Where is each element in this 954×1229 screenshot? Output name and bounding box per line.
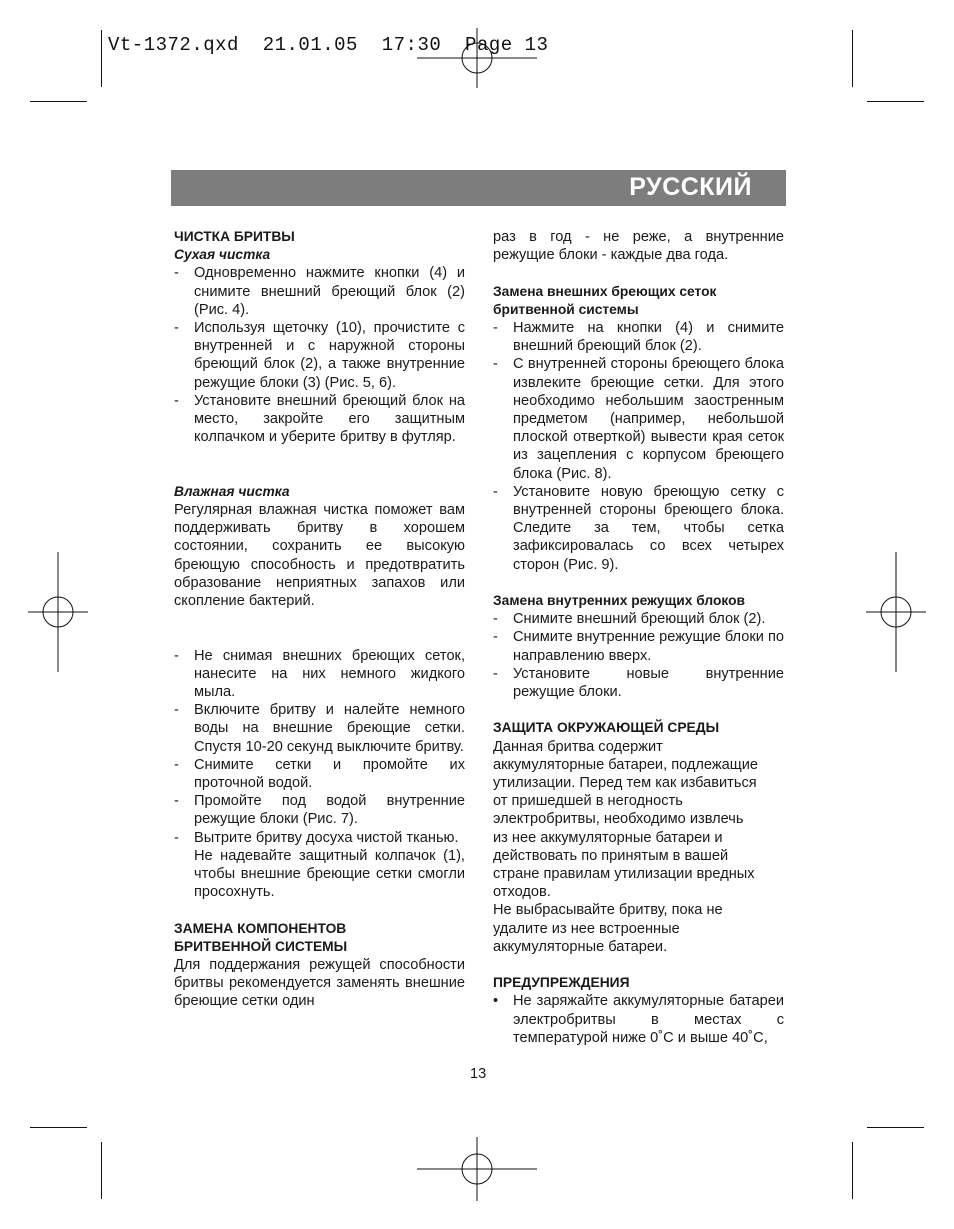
list-item: - Снимите внешний бреющий блок (2). xyxy=(493,611,766,628)
crop-mark xyxy=(852,1142,853,1199)
subsection-heading: Влажная чистка xyxy=(174,483,290,499)
paragraph: Регулярная влажная чистка поможет вам поддерживать бритву в хорошем состоянии, сохранить ее высокую бреющую способность и предотвратить образование неприятных запахов или скопление бактерий. xyxy=(174,502,465,610)
language-banner xyxy=(171,170,786,206)
list-item: - Нажмите на кнопки (4) и снимите внешний бреющий блок (2). xyxy=(493,320,784,355)
list-item: - С внутренней стороны бреющего блока извлеките бреющие сетки. Для этого необходимо небольшим заостренным предметом (например, небольшой плоской отверткой) вывести края сеток из зацепления с корпусом бреющего блока (Рис. 8). xyxy=(493,356,784,482)
subsection-heading: Замена внешних бреющих сеток xyxy=(493,283,717,299)
crop-mark xyxy=(30,101,87,102)
list-item: • Не заряжайте аккумуляторные батареи электробритвы в местах с температурой ниже 0˚С и выше 40˚С, xyxy=(493,993,784,1046)
list-item: - Установите новые внутренние режущие блоки. xyxy=(493,665,784,701)
text-line: аккумуляторные батареи, подлежащие xyxy=(493,756,759,773)
crop-mark xyxy=(852,30,853,87)
right-column xyxy=(493,228,784,1047)
section-heading: ЧИСТКА БРИТВЫ xyxy=(174,229,295,244)
left-column xyxy=(174,228,465,1011)
text-line: из нее аккумуляторные батареи и xyxy=(493,829,723,846)
registration-mark-icon xyxy=(417,28,537,88)
text-line: от пришедшей в негодность xyxy=(493,793,683,810)
list-item: - Промойте под водой внутренние режущие блоки (Рис. 7). xyxy=(174,793,465,828)
page-number: 13 xyxy=(470,1066,487,1082)
list-item: - Снимите внутренние режущие блоки по направлению вверх. xyxy=(493,629,784,664)
text-line: действовать по принятым в вашей xyxy=(493,847,729,864)
list-item: - Снимите сетки и промойте их проточной водой. xyxy=(174,756,465,792)
crop-mark xyxy=(867,1127,924,1128)
crop-mark xyxy=(867,101,924,102)
section-heading: ЗАЩИТА ОКРУЖАЮЩЕЙ СРЕДЫ xyxy=(493,720,720,736)
text-line: утилизации. Перед тем как избавиться xyxy=(493,775,757,792)
text-line: Данная бритва содержит xyxy=(493,738,663,755)
list-item: - Установите внешний бреющий блок на место, закройте его защитным колпачком и уберите бритву в футляр. xyxy=(174,392,465,446)
registration-mark-icon xyxy=(28,552,88,672)
paragraph: Для поддержания режущей способности бритвы рекомендуется заменять внешние бреющие сетки один xyxy=(174,957,465,1010)
crop-mark xyxy=(101,1142,102,1199)
text-line: аккумуляторные батареи. xyxy=(493,938,668,955)
slug-line: Vt-1372.qxd 21.01.05 17:30 Page 13 xyxy=(108,34,549,56)
registration-mark-icon xyxy=(866,552,926,672)
paragraph: раз в год - не реже, а внутренние режущие блоки - каждые два года. xyxy=(493,229,784,264)
text-line: удалите из нее встроенные xyxy=(493,920,680,937)
subsection-heading: Сухая чистка xyxy=(174,247,271,263)
subsection-heading: Замена внутренних режущих блоков xyxy=(493,593,746,609)
list-item: - Установите новую бреющую сетку с внутренней стороны бреющего блока. Следите за тем, чтобы сетка зафиксировалась со всех четырех сторон (Рис. 9). xyxy=(493,483,784,573)
section-heading: БРИТВЕННОЙ СИСТЕМЫ xyxy=(174,938,348,954)
text-line: электробритвы, необходимо извлечь xyxy=(493,811,744,828)
list-item: - Вытрите бритву досуха чистой тканью. xyxy=(174,829,459,846)
registration-mark-icon xyxy=(417,1137,537,1201)
subsection-heading: бритвенной системы xyxy=(493,301,639,317)
list-item: - Включите бритву и налейте немного воды на внешние бреющие сетки. Спустя 10-20 секунд выключите бритву. xyxy=(174,702,465,755)
crop-mark xyxy=(101,30,102,87)
section-heading: ПРЕДУПРЕЖДЕНИЯ xyxy=(493,975,630,991)
list-item: - Одновременно нажмите кнопки (4) и снимите внешний бреющий блок (2) (Рис. 4). xyxy=(174,265,465,318)
section-heading: ЗАМЕНА КОМПОНЕНТОВ xyxy=(174,920,347,936)
language-title: РУССКИЙ xyxy=(629,173,752,201)
crop-mark xyxy=(30,1127,87,1128)
text-line: отходов. xyxy=(493,884,551,901)
list-item: - Не снимая внешних бреющих сеток, нанесите на них немного жидкого мыла. xyxy=(174,647,465,701)
list-item: - Используя щеточку (10), прочистите с внутренней и с наружной стороны бреющий блок (2), а также внутренние режущие блоки (3) (Рис. 5, 6). xyxy=(174,320,465,391)
text-line: стране правилам утилизации вредных xyxy=(493,866,755,883)
text-line: Не выбрасывайте бритву, пока не xyxy=(493,902,723,919)
list-note: Не надевайте защитный колпачок (1), чтобы внешние бреющие сетки смогли просохнуть. xyxy=(194,847,465,901)
